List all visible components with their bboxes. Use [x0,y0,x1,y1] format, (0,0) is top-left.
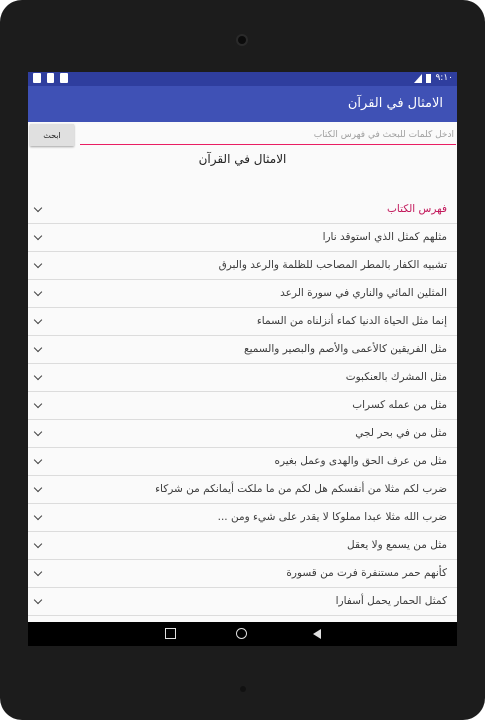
list-item-label: مثل من يسمع ولا يعقل [347,539,447,551]
list-item[interactable] [28,308,457,336]
list-item-label: مثل من في بحر لجي [355,427,447,439]
app-title: الامثال في القرآن [347,96,443,111]
device-screen [28,72,457,646]
chevron-down-icon[interactable] [34,288,42,296]
list-item[interactable] [28,560,457,588]
list-item[interactable] [28,336,457,364]
page-heading: الامثال في القرآن [198,152,287,166]
list-item[interactable] [28,196,457,224]
list-item-label: مثل الفريقين كالأعمى والأصم والبصير والسميع [243,343,447,355]
status-bar [28,72,457,86]
list-item-label: كأنهم حمر مستنفرة فرت من قسورة [286,567,447,579]
notification-icon [33,73,41,83]
list-item-label: مثل المشرك بالعنكبوت [345,371,447,383]
list-item-label: كمثل الحمار يحمل أسفارا [335,595,447,607]
chevron-down-icon[interactable] [34,260,42,268]
app-bar [28,86,457,122]
list-item[interactable] [28,532,457,560]
battery-icon [426,74,431,83]
chevron-down-icon[interactable] [34,400,42,408]
chevron-down-icon[interactable] [34,596,42,604]
list-item[interactable] [28,364,457,392]
chevron-down-icon[interactable] [34,372,42,380]
list-item[interactable] [28,420,457,448]
chevron-down-icon[interactable] [34,456,42,464]
list-item[interactable] [28,448,457,476]
navigation-bar [28,622,457,646]
list-item[interactable] [28,588,457,616]
list-item-label: فهرس الكتاب [387,203,447,215]
search-button[interactable]: ابحث [30,124,74,146]
back-icon[interactable] [313,629,321,639]
list-item-label: المثلين المائي والناري في سورة الرعد [280,287,447,299]
list-item-label: ضرب الله مثلا عبدا مملوكا لا يقدر على شيء ومن ... [217,511,447,523]
list-item-label: مثل من عمله كسراب [352,399,447,411]
chapter-list [28,196,457,616]
status-time: ٩:١٠ [435,73,453,83]
list-item[interactable] [28,224,457,252]
nfc-icon [47,73,54,83]
chevron-down-icon[interactable] [34,568,42,576]
chevron-down-icon[interactable] [34,204,42,212]
list-item-label: مثل من عرف الحق والهدى وعمل بغيره [274,455,447,467]
chevron-down-icon[interactable] [34,316,42,324]
list-item[interactable] [28,252,457,280]
sensor-dot [240,686,246,692]
download-icon [60,73,68,83]
list-item[interactable] [28,504,457,532]
search-row [28,122,457,150]
recent-apps-icon[interactable] [165,628,176,639]
list-item[interactable] [28,476,457,504]
chevron-down-icon[interactable] [34,344,42,352]
camera-icon [238,36,246,44]
list-item[interactable] [28,280,457,308]
list-item-label: إنما مثل الحياة الدنيا كماء أنزلناه من السماء [256,315,447,327]
list-item-label: ضرب لكم مثلا من أنفسكم هل لكم من ما ملكت أيمانكم من شركاء [155,483,447,495]
chevron-down-icon[interactable] [34,232,42,240]
list-item-label: تشبيه الكفار بالمطر المصاحب للظلمة والرعد والبرق [218,259,447,271]
list-item[interactable] [28,392,457,420]
chevron-down-icon[interactable] [34,428,42,436]
home-icon[interactable] [236,628,247,639]
search-input[interactable] [80,126,456,145]
list-item-label: مثلهم كمثل الذي استوقد نارا [322,231,447,243]
signal-icon [414,74,422,83]
chevron-down-icon[interactable] [34,484,42,492]
chevron-down-icon[interactable] [34,540,42,548]
chevron-down-icon[interactable] [34,512,42,520]
